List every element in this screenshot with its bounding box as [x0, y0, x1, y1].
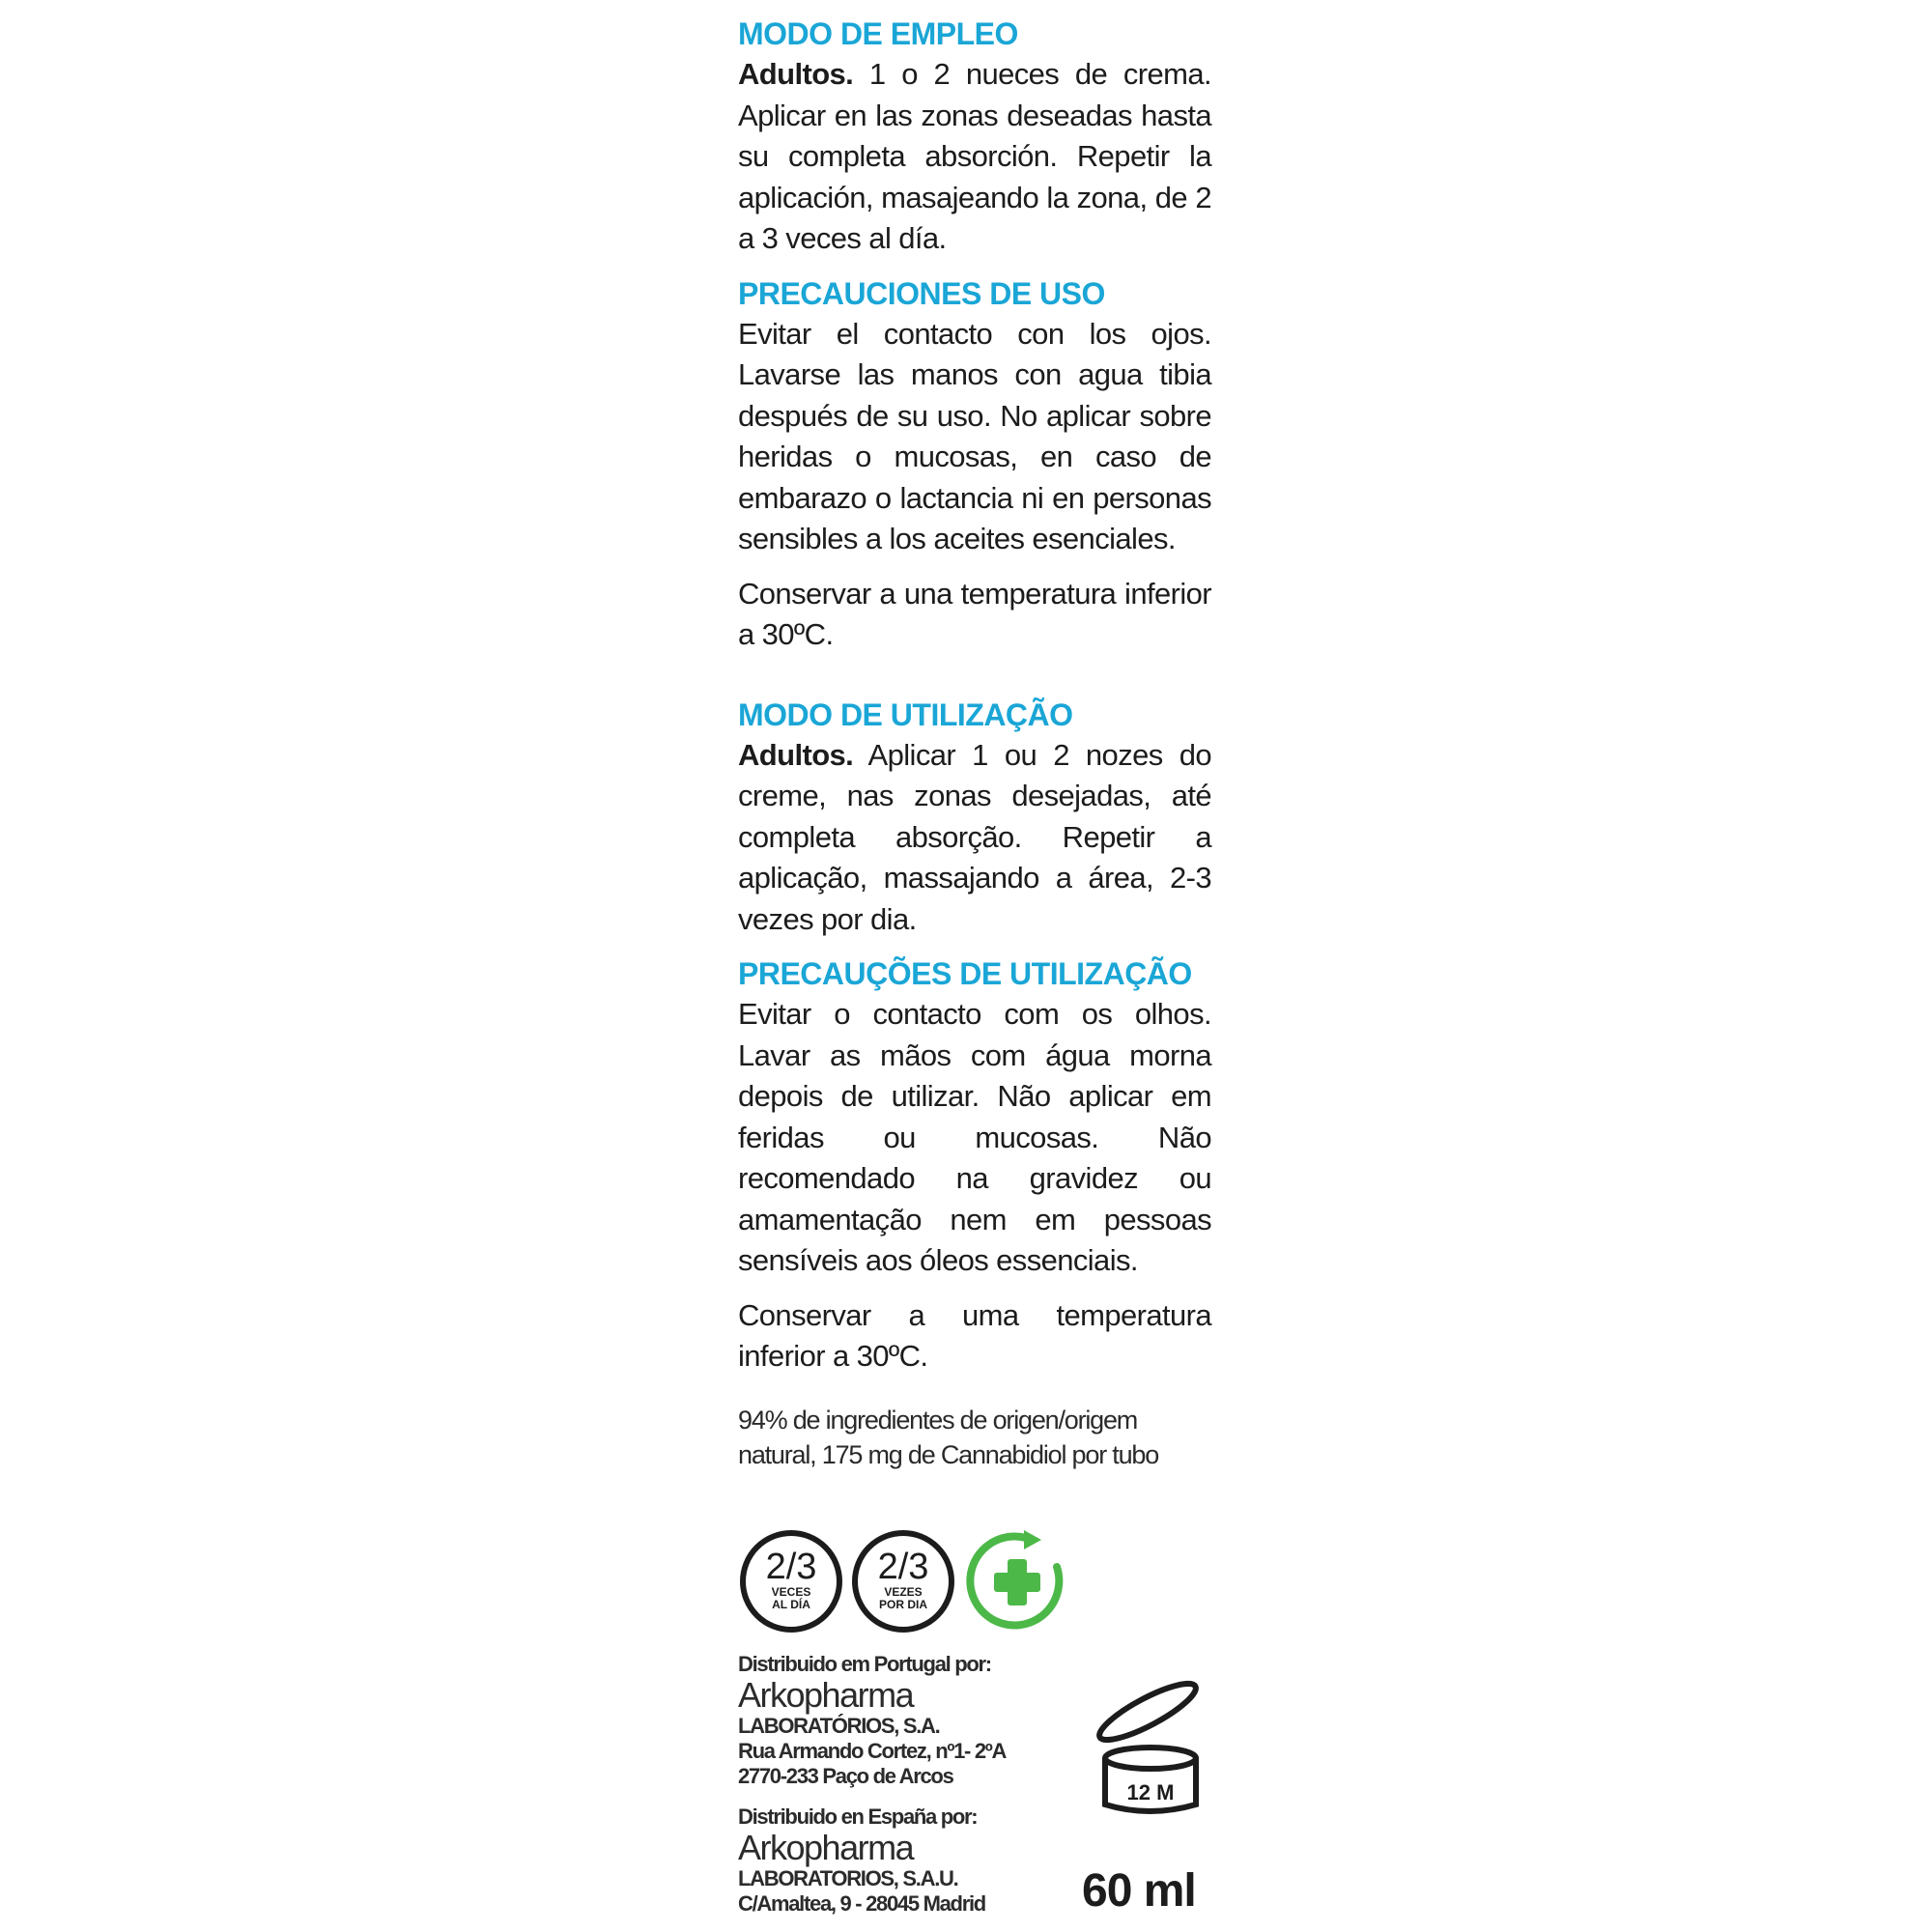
es-frequency-fraction: 2/3 [765, 1547, 817, 1587]
distributor-es-company: LABORATORIOS, S.A.U. [738, 1866, 958, 1890]
distributor-pt-title: Distribuido em Portugal por: [738, 1652, 991, 1676]
distributor-es-address1: C/Amaltea, 9 - 28045 Madrid [738, 1891, 985, 1916]
es-usage-title: MODO DE EMPLEO [738, 16, 1018, 51]
pt-frequency-line1: VEZES [884, 1585, 923, 1599]
distributor-pt-address2: 2770-233 Paço de Arcos [738, 1764, 953, 1788]
ingredients-note: 94% de ingredientes de origen/origem natural, 175 mg de Cannabidiol por tubo [738, 1405, 1159, 1469]
es-storage-text: Conservar a una temperatura inferior a 30ºC. [738, 576, 1211, 651]
es-usage-text [738, 54, 1211, 260]
distributor-pt-brand: Arkopharma [738, 1675, 914, 1715]
pt-usage-title: MODO DE UTILIZAÇÃO [738, 696, 1073, 732]
label-text-column [738, 14, 1211, 1472]
es-usage-body: 1 o 2 nueces de crema. Aplicar en las zonas deseadas hasta su completa absorción. Repetir la aplicación, masajeando la zona, de 2 a 3 veces al día. [738, 57, 1211, 255]
distributor-es-brand: Arkopharma [738, 1828, 914, 1867]
es-frequency-icon [738, 1528, 846, 1634]
es-frequency-line1: VECES [771, 1585, 811, 1599]
pt-frequency-fraction: 2/3 [877, 1547, 929, 1587]
volume: 60 ml [1082, 1865, 1196, 1917]
pt-usage-body: Aplicar 1 ou 2 nozes do creme, nas zonas desejadas, até completa absorção. Repetir a aplicação, massajando a área, 2-3 vezes por dia. [738, 737, 1211, 936]
distributor-es-title: Distribuido en España por: [738, 1804, 978, 1829]
pt-storage-text: Conservar a uma temperatura inferior a 30ºC. [738, 1297, 1211, 1373]
distributor-pt-address1: Rua Armando Cortez, nº1- 2ºA [738, 1739, 1007, 1763]
pt-usage-lead: Adultos. [738, 737, 854, 772]
distributor-portugal [738, 1652, 1006, 1789]
es-frequency-line2: AL DÍA [772, 1598, 810, 1611]
pt-usage-text [738, 735, 1211, 941]
pt-precautions-title: PRECAUÇÕES DE UTILIZAÇÃO [738, 956, 1192, 991]
distributor-pt-company: LABORATÓRIOS, S.A. [738, 1714, 940, 1738]
es-precautions-text: Evitar el contacto con los ojos. Lavarse las manos con agua tibia después de su uso. No aplicar sobre heridas o mucosas, en caso de embarazo o lactancia ni en personas sensibles a los aceites esenciales. [738, 316, 1211, 555]
es-usage-lead: Adultos. [738, 57, 854, 91]
pt-precautions-text: Evitar o contacto com os olhos. Lavar as mãos com água morna depois de utilizar. Não aplicar em feridas ou mucosas. Não recomendado na gravidez ou amamentação nem em pessoas sensíveis aos óleos essenciais. [738, 997, 1211, 1277]
pt-frequency-line2: POR DIA [878, 1598, 928, 1611]
distributor-spain [738, 1804, 985, 1917]
green-cross-refresh-icon [964, 1528, 1076, 1634]
pao-label: 12 M [1126, 1780, 1175, 1804]
open-jar-pao-icon [1090, 1673, 1211, 1818]
es-precautions-title: PRECAUCIONES DE USO [738, 275, 1105, 311]
pt-frequency-icon [850, 1528, 958, 1634]
